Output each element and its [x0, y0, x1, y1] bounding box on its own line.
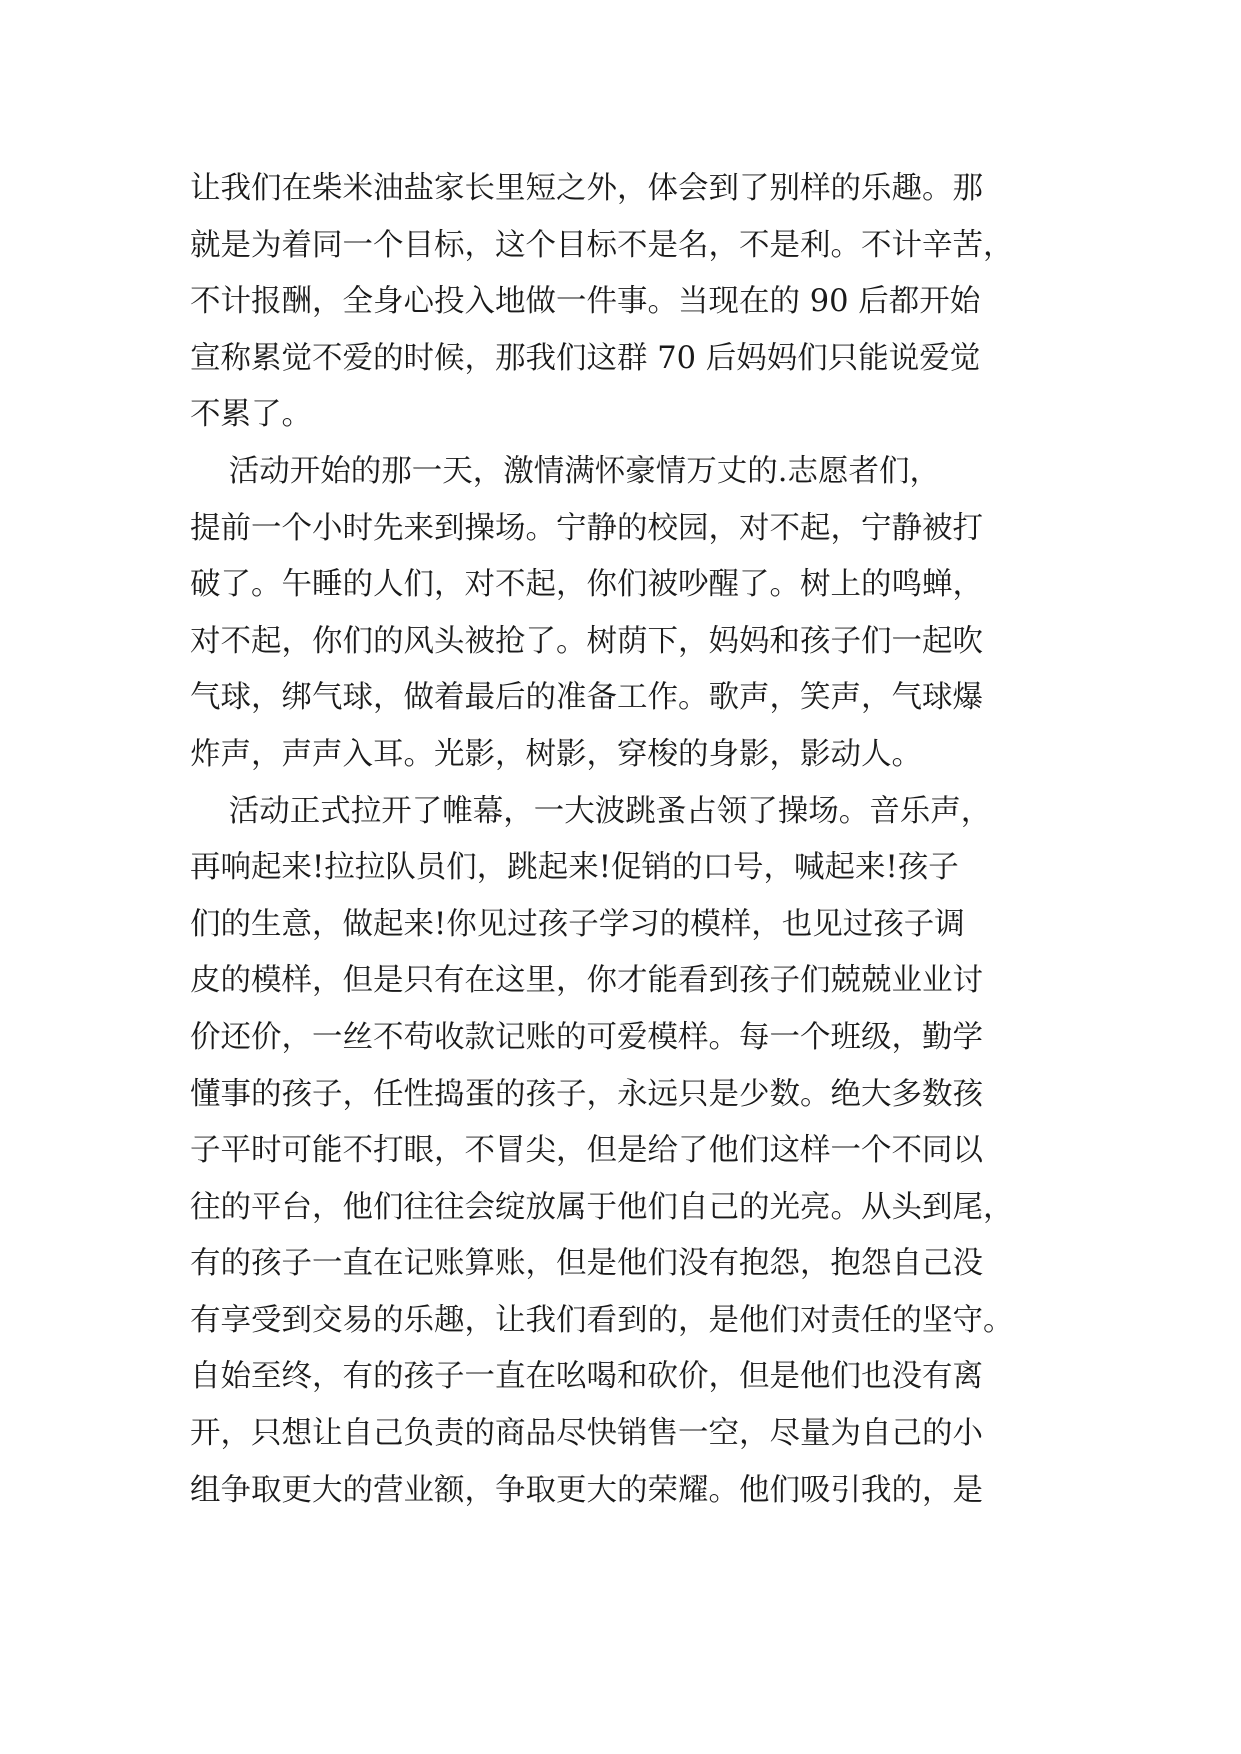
text-line: 宣称累觉不爱的时候，那我们这群 70 后妈妈们只能说爱觉 [190, 340, 981, 376]
text-line: 组争取更大的营业额，争取更大的荣耀。他们吸引我的，是 [190, 1472, 983, 1508]
text-line: 价还价，一丝不苟收款记账的可爱模样。每一个班级，勤学 [190, 1019, 983, 1055]
body-text [190, 161, 1060, 1519]
text-line: 不计报酬，全身心投入地做一件事。当现在的 90 后都开始 [190, 284, 981, 320]
text-line: 就是为着同一个目标，这个目标不是名，不是利。不计辛苦， [190, 227, 1014, 263]
text-line: 有的孩子一直在记账算账，但是他们没有抱怨，抱怨自己没 [190, 1246, 983, 1282]
text-line: 不累了。 [190, 397, 312, 433]
text-line: 开，只想让自己负责的商品尽快销售一空，尽量为自己的小 [190, 1416, 983, 1452]
text-line: 破了。午睡的人们，对不起，你们被吵醒了。树上的鸣蝉， [190, 567, 983, 603]
text-line: 再响起来!拉拉队员们，跳起来!促销的口号，喊起来!孩子 [190, 850, 959, 886]
text-line: 炸声，声声入耳。光影，树影，穿梭的身影，影动人。 [190, 736, 922, 772]
text-line: 们的生意，做起来!你见过孩子学习的模样，也见过孩子调 [190, 906, 965, 942]
text-line: 皮的模样，但是只有在这里，你才能看到孩子们兢兢业业讨 [190, 963, 983, 999]
text-line: 子平时可能不打眼，不冒尖，但是给了他们这样一个不同以 [190, 1133, 983, 1169]
text-line: 活动开始的那一天，激情满怀豪情万丈的.志愿者们， [190, 453, 940, 489]
text-line: 提前一个小时先来到操场。宁静的校园，对不起，宁静被打 [190, 510, 983, 546]
text-line: 往的平台，他们往往会绽放属于他们自己的光亮。从头到尾， [190, 1189, 1014, 1225]
text-line: 自始至终，有的孩子一直在吆喝和砍价，但是他们也没有离 [190, 1359, 983, 1395]
text-line: 有享受到交易的乐趣，让我们看到的，是他们对责任的坚守。 [190, 1302, 1014, 1338]
text-line: 懂事的孩子，任性捣蛋的孩子，永远只是少数。绝大多数孩 [190, 1076, 983, 1112]
text-line: 活动正式拉开了帷幕，一大波跳蚤占领了操场。音乐声， [190, 793, 992, 829]
text-line: 对不起，你们的风头被抢了。树荫下，妈妈和孩子们一起吹 [190, 623, 983, 659]
text-line: 让我们在柴米油盐家长里短之外，体会到了别样的乐趣。那 [190, 171, 983, 206]
text-line: 气球，绑气球，做着最后的准备工作。歌声，笑声，气球爆 [190, 680, 983, 716]
